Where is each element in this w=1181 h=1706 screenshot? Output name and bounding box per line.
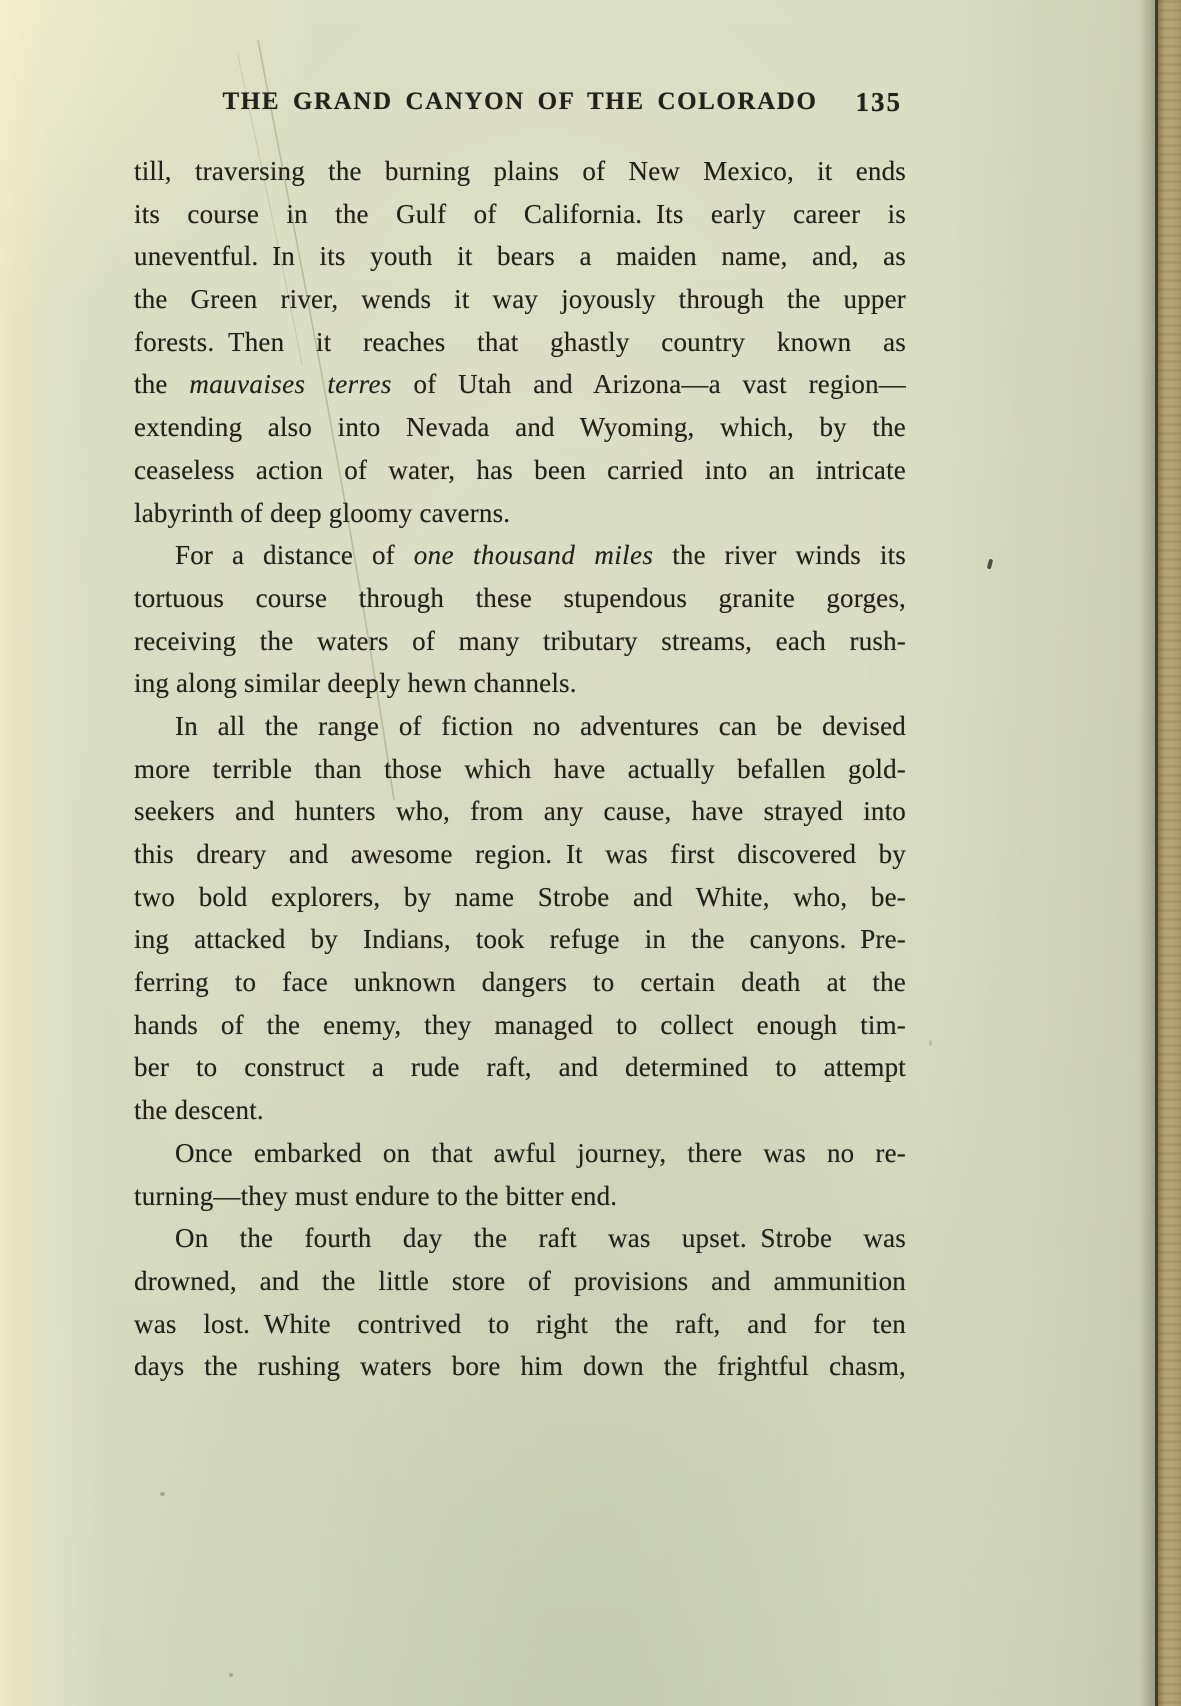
text-line (134, 1004, 906, 1047)
body-text: For a distance of (175, 540, 414, 571)
body-text: the descent. (134, 1095, 264, 1126)
text-line (134, 363, 906, 406)
text-line (134, 1217, 906, 1260)
body-text: receiving the waters of many tributary streams, each rush- (134, 625, 906, 656)
text-line (134, 193, 906, 236)
body-text: In all the range of fiction no adventures can be devised (175, 710, 906, 741)
body-text: its course in the Gulf of California. Its early career is (134, 198, 906, 229)
margin-ink-mark (987, 559, 993, 570)
body-text: forests. Then it reaches that ghastly country known as (134, 326, 906, 357)
body-text: ber to construct a rude raft, and determined to attempt (134, 1052, 906, 1083)
text-line (134, 150, 906, 193)
text-line (134, 790, 906, 833)
body-text: this dreary and awesome region. It was first discovered by (134, 839, 906, 869)
page-header (134, 88, 906, 122)
text-line (134, 534, 906, 577)
body-text: On the fourth day the raft was upset. Strobe was (175, 1223, 906, 1254)
text-line (134, 662, 906, 705)
page-edge-shadow (1139, 0, 1155, 1706)
page-speck (229, 1673, 233, 1677)
body-text: two bold explorers, by name Strobe and White, who, be- (134, 881, 906, 912)
book-fore-edge (1155, 0, 1181, 1706)
body-text: labyrinth of deep gloomy caverns. (134, 497, 511, 528)
page-number: 135 (855, 87, 902, 117)
body-text: the Green river, wends it way joyously through the upper (134, 284, 906, 315)
text-line (134, 876, 906, 919)
text-line (134, 705, 906, 748)
italic-text: one thousand miles (413, 540, 654, 571)
page-speck (160, 1492, 165, 1496)
body-text: Once embarked on that awful journey, there was no re- (175, 1137, 906, 1168)
text-line (134, 1303, 906, 1346)
body-text: uneventful. In its youth it bears a maiden name, and, as (134, 241, 906, 272)
text-line (134, 321, 906, 364)
body-text: extending also into Nevada and Wyoming, which, by the (134, 412, 906, 443)
body-text: ing attacked by Indians, took refuge in the canyons. Pre- (134, 924, 906, 955)
body-text: hands of the enemy, they managed to collect enough tim- (134, 1009, 906, 1040)
text-line (134, 961, 906, 1004)
body-text: the river winds its (653, 540, 906, 571)
body-text: ing along similar deeply hewn channels. (134, 668, 577, 699)
text-line (134, 1175, 906, 1218)
text-line (134, 620, 906, 663)
text-line (134, 235, 906, 278)
text-line (134, 1345, 906, 1388)
page-body (134, 150, 906, 1388)
text-line (134, 278, 906, 321)
text-line (134, 748, 906, 791)
body-text: more terrible than those which have actually befallen gold- (134, 753, 906, 784)
text-line (134, 833, 906, 876)
body-text: turning—they must endure to the bitter end. (134, 1180, 618, 1211)
text-line (134, 1046, 906, 1089)
text-line (134, 449, 906, 492)
text-line (134, 1132, 906, 1175)
page-speck (929, 1040, 932, 1046)
text-line (134, 1089, 906, 1132)
body-text: ferring to face unknown dangers to certain death at the (134, 967, 906, 998)
text-line (134, 577, 906, 620)
body-text: days the rushing waters bore him down the frightful chasm, (134, 1351, 906, 1382)
text-line (134, 918, 906, 961)
body-text: till, traversing the burning plains of New Mexico, it ends (134, 156, 906, 186)
body-text: of Utah and Arizona—a vast region— (391, 369, 906, 400)
running-title: THE GRAND CANYON OF THE COLORADO (222, 88, 818, 115)
body-text: drowned, and the little store of provisions and ammunition (134, 1265, 906, 1296)
text-line (134, 1260, 906, 1303)
body-text: seekers and hunters who, from any cause, have strayed into (134, 796, 906, 827)
text-line (134, 406, 906, 449)
body-text: was lost. White contrived to right the raft, and for ten (134, 1308, 906, 1339)
body-text: tortuous course through these stupendous granite gorges, (134, 582, 906, 613)
body-text: ceaseless action of water, has been carried into an intricate (134, 454, 906, 485)
text-line (134, 492, 906, 535)
italic-text: mauvaises terres (189, 369, 392, 400)
body-text: the (134, 369, 190, 400)
